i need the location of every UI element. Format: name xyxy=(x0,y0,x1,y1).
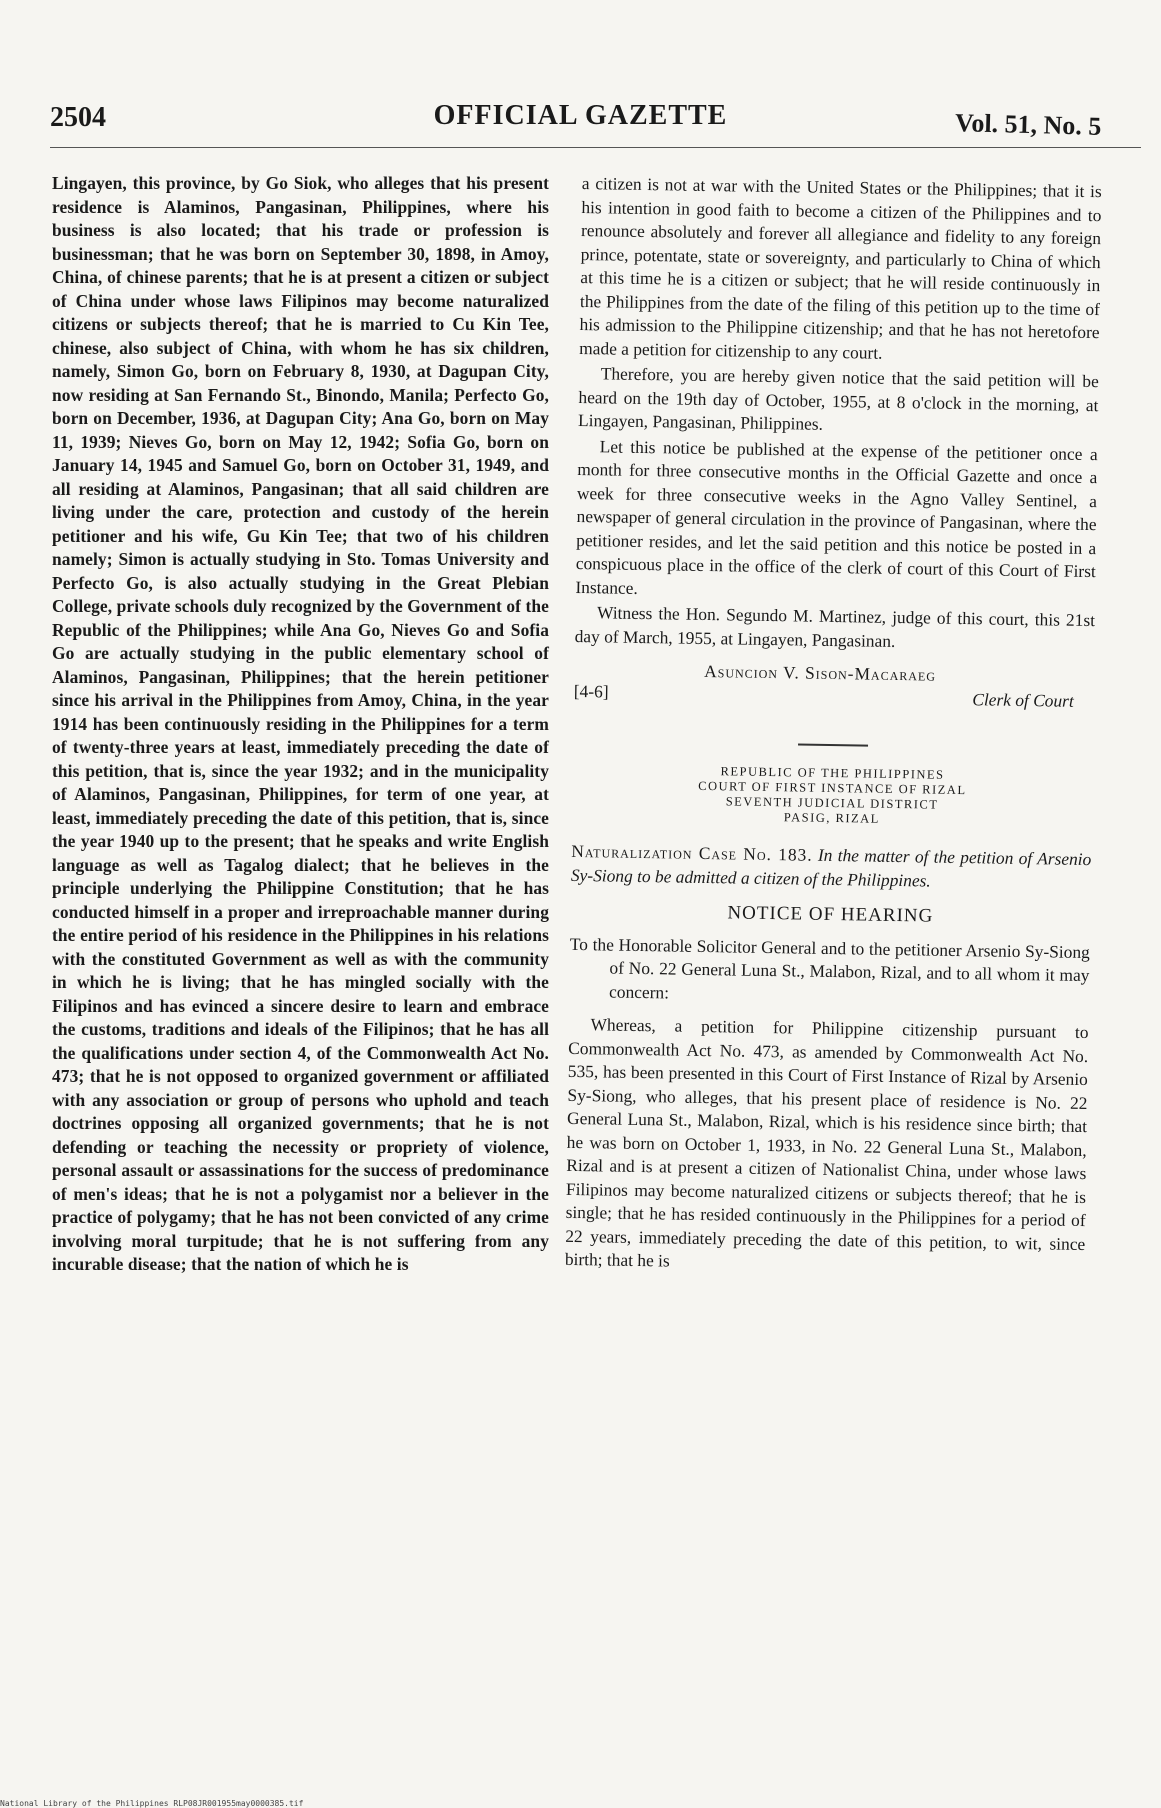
publication-order-paragraph: Let this notice be published at the expense of the petitioner once a month for three consecutive months in the Official Gazette and once a week for three consecutive weeks in the Agno Valley Sentinel, a newspaper of general circulation in the province of Pangasinan, where the petitioner resides, and let the said petition and this notice be posted in a conspicuous place in the office of the clerk of court of this Court of First Instance. xyxy=(575,435,1098,598)
witness-paragraph: Witness the Hon. Segundo M. Martinez, judge of this court, this 21st day of March, 1955, at Lingayen, Pangasinan. xyxy=(574,602,1096,651)
court-caption xyxy=(572,762,1093,830)
caption-line: REPUBLIC OF THE PHILIPPINES xyxy=(720,764,945,782)
addressee-paragraph: To the Honorable Solicitor General and to the petitioner Arsenio Sy-Siong of No. 22 General Luna St., Malabon, Rizal, and to all whom it may concern: xyxy=(569,933,1090,1002)
publication-title: OFFICIAL GAZETTE xyxy=(433,100,728,131)
whereas-paragraph: Whereas, a petition for Philippine citizenship pursuant to Commonwealth Act No. 473, as amended by Commonwealth Act No. 535, has been presented in this Court of First Instance of Rizal by Arsenio Sy-Siong, who alleges, that his present place of residence is No. 22 General Luna St., Malabon, Rizal, which is his residence since birth; that he was born on October 1, 1933, in No. 22 General Luna St., Malabon, Rizal and is at present a citizen of Nationalist China, under whose laws Filipinos may become naturalized citizens or subjects thereof; that he is single; that he has resided continuously in the Philippines for a period of 22 years, immediately preceding the date of this petition, to wit, since birth; that he is xyxy=(564,1014,1089,1271)
petition-continuation-paragraph: a citizen is not at war with the United States or the Philippines; that it is his intention in good faith to become a citizen of the Philippines and to renounce absolutely and forever all allegiance and fidelity to any foreign prince, potentate, state or sovereignty, and particularly to China of which at this time he is a citizen or subject; that he will reside continuously in the Philippines from the date of the filing of this petition up to the time of his admission to the Philippine citizenship; and that he has not heretofore made a petition for citizenship to any court. xyxy=(579,172,1102,363)
section-divider xyxy=(798,743,868,746)
right-column xyxy=(565,172,1102,1282)
caption-line: SEVENTH JUDICIAL DISTRICT xyxy=(725,794,939,812)
scan-identifier: National Library of the Philippines RLP08JR001955may0000385.tif xyxy=(0,1799,304,1808)
issue-reference: [4-6] xyxy=(573,680,609,702)
case-matter: In the matter of the petition of Arsenio Sy-Siong to be admitted a citizen of the Philippines. xyxy=(570,844,1092,891)
petition-allegations-paragraph: Lingayen, this province, by Go Siok, who alleges that his present residence is Alaminos, Pangasinan, Philippines, where his business is also located; that his trade or profession is businessman; that he was born on September 30, 1898, in Amoy, China, of chinese parents; that he is at present a citizen or subject of China under whose laws Filipinos may become naturalized citizens or subjects thereof; that he is married to Cu Kin Tee, chinese, also subject of China, with whom he has six children, namely, Simon Go, born on February 8, 1930, at Dagupan City, now residing at San Fernando St., Binondo, Manila; Perfecto Go, born on December, 1936, at Dagupan City; Ana Go, born on May 11, 1939; Nieves Go, born on May 12, 1942; Sofia Go, born on January 14, 1945 and Samuel Go, born on October 31, 1949, and all residing at Alaminos, Pangasinan; that all said children are living under the care, protection and custody of the herein petitioner and his wife, Gu Kin Tee; that two of his children namely; Simon is actually studying in Sto. Tomas University and Perfecto Go, is also actually studying in the Great Plebian College, private schools duly recognized by the Government of the Republic of the Philippines; while Ana Go, Nieves Go and Sofia Go are actually studying in the public elementary school of Alaminos, Pangasinan, Philippines; that the herein petitioner since his arrival in the Philippines from Amoy, China, in the year 1914 has been continuously residing in the Philippines for a term of twenty-three years at least, immediately preceding the date of this petition, that is, since the year 1932; and in the municipality of Alaminos, Pangasinan, Philippines, for term of one year, at least, immediately preceding the date of this petition, that is, since the year 1940 up to the present; that he speaks and write English language as well as Tagalog dialect; that he believes in the principle underlying the Philippine Constitution; that he has conducted himself in a proper and irreproachable manner during the entire period of his residence in the Philippines in his relations with the constituted Government as well as with the community in which he is living; that he has mingled socially with the Filipinos and has evinced a sincere desire to learn and embrace the customs, traditions and ideals of the Filipinos; that he has all the qualifications under section 4, of the Commonwealth Act No. 473; that he is not opposed to organized government or affiliated with any association or group of persons who uphold and teach doctrines opposing all organized governments; that he is not defending or teaching the necessity or propriety of violence, personal assault or assassinations for the success of predominance of men's ideas; that he is not a polygamist nor a believer in the practice of polygamy; that he has not been convicted of any crime involving moral turpitude; that he is not suffering from any incurable disease; that the nation of which he is xyxy=(52,173,549,1274)
clerk-name: Asuncion V. Sison-Macaraeg xyxy=(704,660,937,685)
page-header xyxy=(50,96,1111,146)
case-number: Naturalization Case No. 183. xyxy=(571,840,813,865)
volume-issue: Vol. 51, No. 5 xyxy=(954,108,1102,141)
header-rule xyxy=(50,147,1141,148)
signature-block xyxy=(574,658,1095,720)
case-heading xyxy=(571,840,1092,895)
caption-line: COURT OF FIRST INSTANCE OF RIZAL xyxy=(698,778,967,798)
left-column xyxy=(52,172,549,1281)
caption-line: PASIG, RIZAL xyxy=(783,810,881,826)
page-number: 2504 xyxy=(50,102,106,133)
clerk-title: Clerk of Court xyxy=(972,689,1074,711)
notice-title: NOTICE OF HEARING xyxy=(727,902,934,927)
hearing-notice-paragraph: Therefore, you are hereby given notice that the said petition will be heard on the 19th day of October, 1955, at 8 o'clock in the morning, at Lingayen, Pangasinan, Philippines. xyxy=(577,363,1099,434)
